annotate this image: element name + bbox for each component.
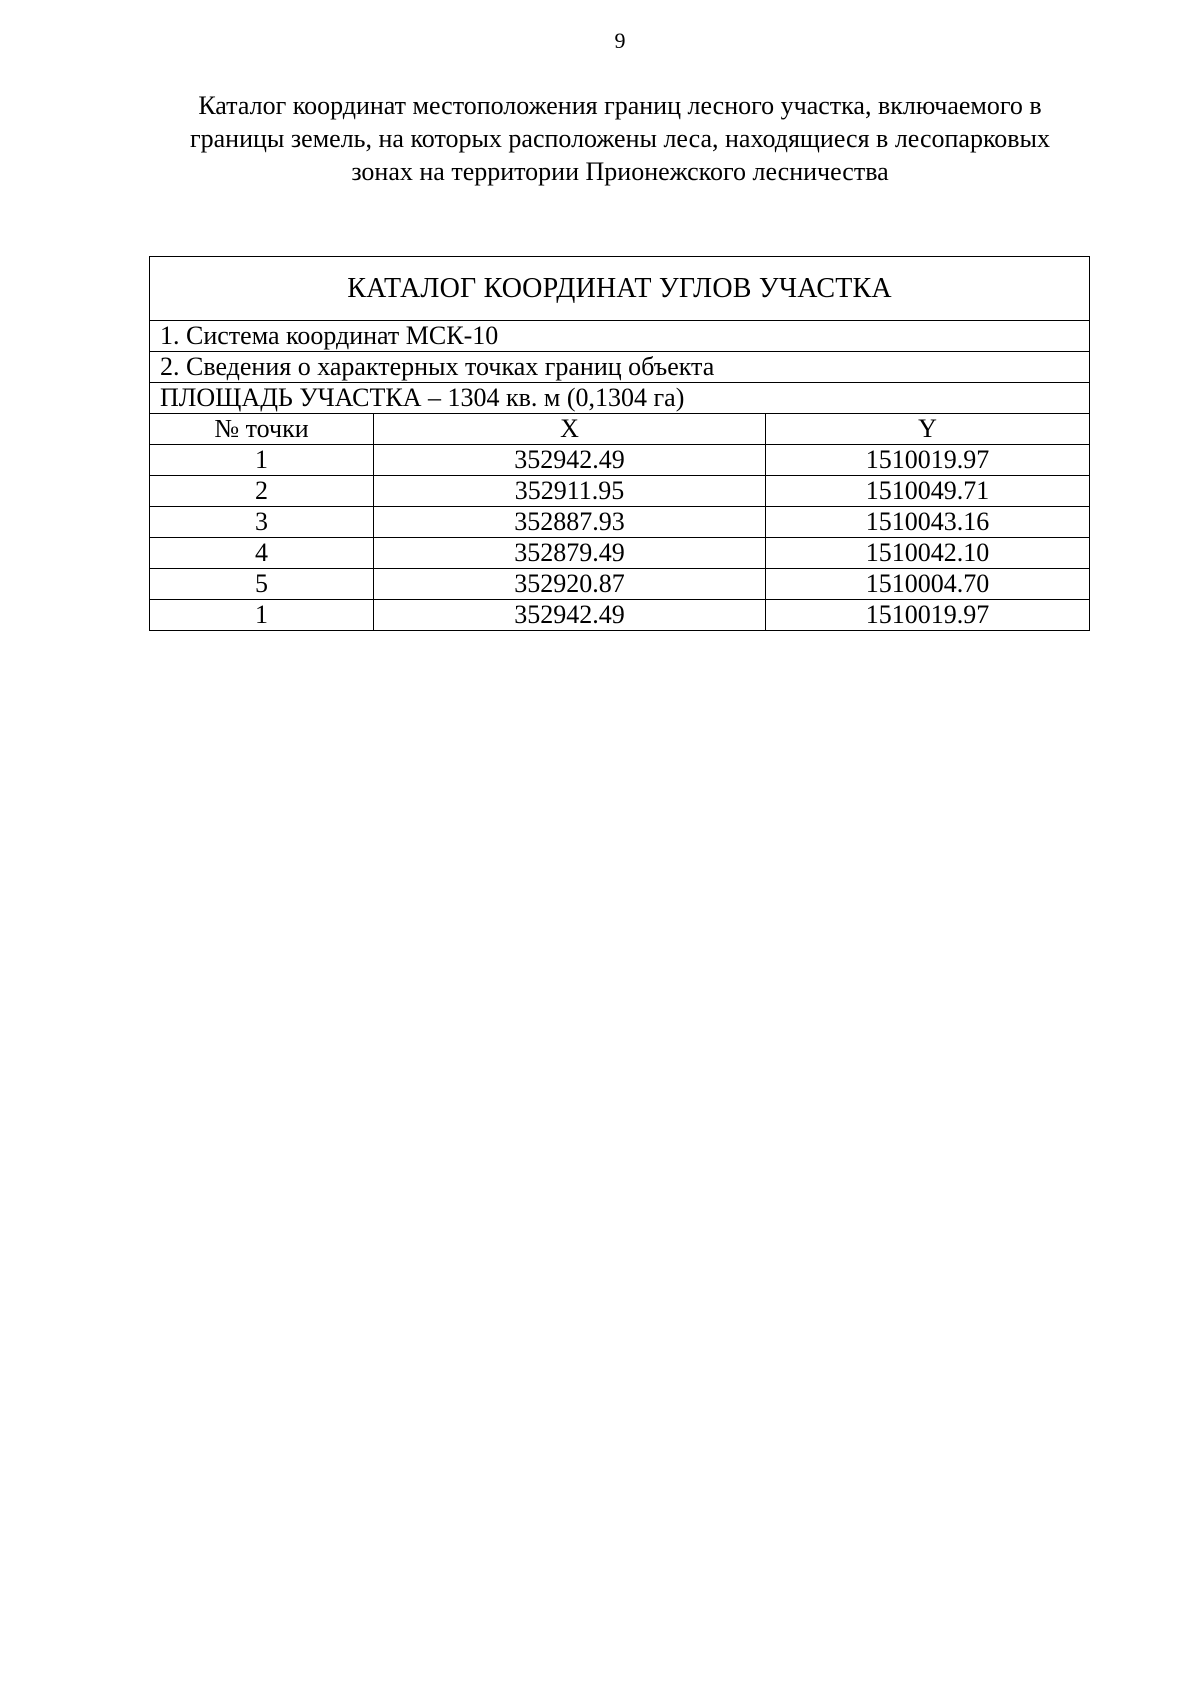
table-row <box>150 507 1090 538</box>
table-row <box>150 569 1090 600</box>
coordinate-system-row <box>150 321 1090 352</box>
area-info: ПЛОЩАДЬ УЧАСТКА – 1304 кв. м (0,1304 га) <box>150 383 1090 414</box>
point-number: 3 <box>150 507 374 538</box>
column-header-y: Y <box>766 414 1090 445</box>
coordinate-catalog-table <box>149 256 1090 631</box>
x-value: 352879.49 <box>374 538 766 569</box>
point-number: 5 <box>150 569 374 600</box>
x-value: 352887.93 <box>374 507 766 538</box>
title-line: Каталог координат местоположения границ лесного участка, включаемого в <box>198 91 1042 120</box>
point-number: 2 <box>150 476 374 507</box>
page-number: 9 <box>614 28 626 53</box>
table-row <box>150 476 1090 507</box>
coordinate-system: 1. Система координат МСК-10 <box>150 321 1090 352</box>
x-value: 352942.49 <box>374 445 766 476</box>
y-value: 1510042.10 <box>766 538 1090 569</box>
y-value: 1510019.97 <box>766 445 1090 476</box>
y-value: 1510019.97 <box>766 600 1090 631</box>
area-row <box>150 383 1090 414</box>
column-header-x: X <box>374 414 766 445</box>
table-row <box>150 538 1090 569</box>
x-value: 352911.95 <box>374 476 766 507</box>
y-value: 1510004.70 <box>766 569 1090 600</box>
title-line: границы земель, на которых расположены леса, находящиеся в лесопарковых <box>189 124 1051 153</box>
document-title <box>140 89 1100 188</box>
points-info-row <box>150 352 1090 383</box>
y-value: 1510049.71 <box>766 476 1090 507</box>
title-line: зонах на территории Прионежского лесничества <box>351 157 889 186</box>
table-heading-row <box>150 257 1090 321</box>
column-header-row <box>150 414 1090 445</box>
table-row <box>150 600 1090 631</box>
x-value: 352942.49 <box>374 600 766 631</box>
table-row <box>150 445 1090 476</box>
point-number: 1 <box>150 445 374 476</box>
points-info: 2. Сведения о характерных точках границ объекта <box>150 352 1090 383</box>
point-number: 4 <box>150 538 374 569</box>
y-value: 1510043.16 <box>766 507 1090 538</box>
x-value: 352920.87 <box>374 569 766 600</box>
point-number: 1 <box>150 600 374 631</box>
column-header-point: № точки <box>150 414 374 445</box>
table-heading: КАТАЛОГ КООРДИНАТ УГЛОВ УЧАСТКА <box>150 257 1090 321</box>
